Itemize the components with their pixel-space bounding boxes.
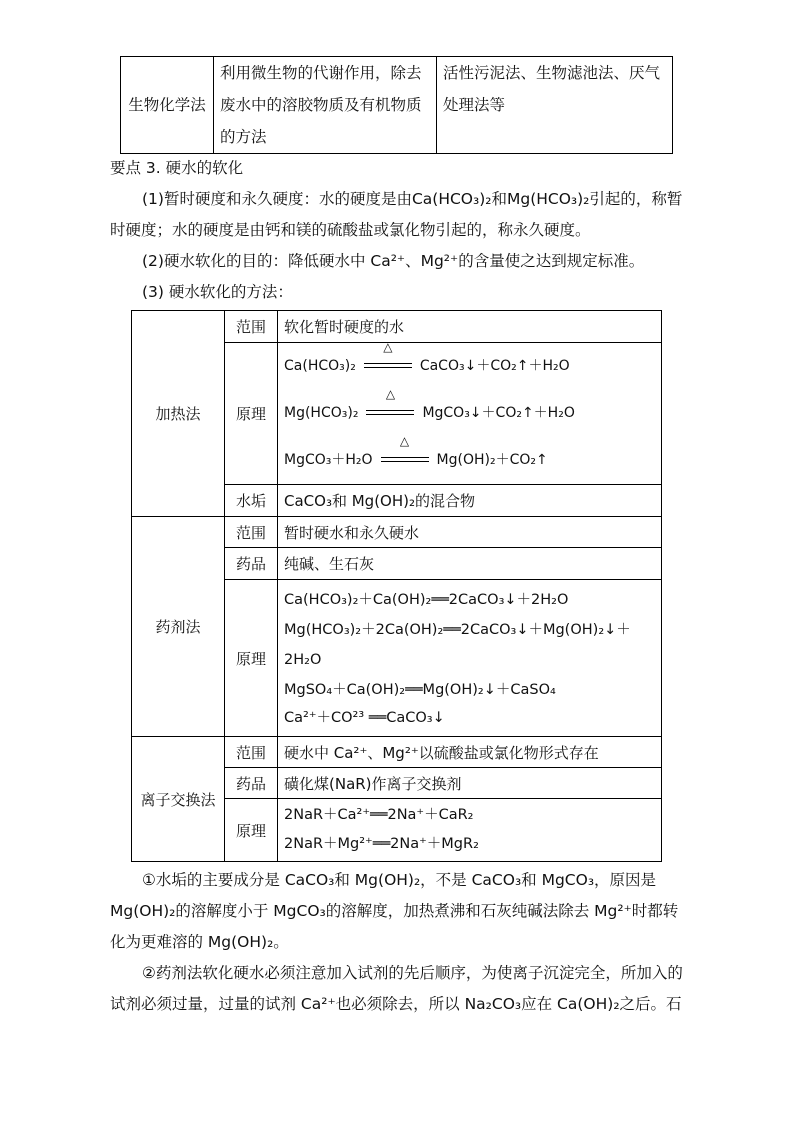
note-1: ①水垢的主要成分是 CaCO₃和 Mg(OH)₂，不是 CaCO₃和 MgCO₃，原因是 Mg(OH)₂的溶解度小于 MgCO₃的溶解度，加热煮沸和石灰纯碱法除去 Mg²⁺时都转化为更难溶的 Mg(OH)₂。	[110, 871, 679, 951]
chemical-equation-4: Ca²⁺＋CO²³ ══CaCO₃↓	[284, 710, 445, 726]
ion-reagent: 磺化煤(NaR)作离子交换剂	[278, 768, 662, 799]
heat-arrow-icon: △	[364, 356, 412, 376]
table-row	[132, 737, 662, 768]
table-row	[132, 311, 662, 343]
wastewater-method-table	[120, 56, 673, 154]
ion-equation-1: 2NaR＋Ca²⁺══2Na⁺＋CaR₂	[284, 807, 474, 823]
row-label: 药品	[225, 768, 278, 799]
note-2: ②药剂法软化硬水必须注意加入试剂的先后顺序，为使离子沉淀完全，所加入的试剂必须过量，过量的试剂 Ca²⁺也必须除去，所以 Na₂CO₃应在 Ca(OH)₂之后。石	[110, 964, 683, 1013]
heat-arrow-icon: △	[381, 450, 429, 470]
section-heading: 要点 3. 硬水的软化	[110, 159, 244, 177]
heating-equation-3: MgCO₃＋H₂O △ Mg(OH)₂＋CO₂↑	[284, 434, 548, 468]
chemical-equation-3: MgSO₄＋Ca(OH)₂══Mg(OH)₂↓＋CaSO₄	[284, 682, 556, 698]
row-label: 原理	[225, 799, 278, 862]
chemical-reagent: 纯碱、生石灰	[278, 548, 662, 580]
chemical-equations	[278, 580, 662, 737]
ion-equation-2: 2NaR＋Mg²⁺══2Na⁺＋MgR₂	[284, 836, 479, 852]
row-label: 药品	[225, 548, 278, 580]
row-label: 原理	[225, 580, 278, 737]
heating-equation-1: Ca(HCO₃)₂ △ CaCO₃↓＋CO₂↑＋H₂O	[284, 340, 570, 374]
row-label: 范围	[225, 311, 278, 343]
paragraph-hardness: (1)暂时硬度和永久硬度：水的硬度是由Ca(HCO₃)₂和Mg(HCO₃)₂引起的，称暂时硬度；水的硬度是由钙和镁的硫酸盐或氯化物引起的，称永久硬度。	[110, 190, 683, 239]
table-row	[132, 517, 662, 548]
row-label: 范围	[225, 737, 278, 768]
paragraph-methods: (3) 硬水软化的方法：	[142, 283, 293, 301]
chemical-equation-2: Mg(HCO₃)₂＋2Ca(OH)₂══2CaCO₃↓＋Mg(OH)₂↓＋2H₂O	[284, 622, 631, 668]
softening-methods-table	[131, 310, 662, 862]
heating-equation-2: Mg(HCO₃)₂ △ MgCO₃↓＋CO₂↑＋H₂O	[284, 387, 575, 421]
chemical-equation-1: Ca(HCO₃)₂＋Ca(OH)₂══2CaCO₃↓＋2H₂O	[284, 592, 569, 608]
heating-equations	[278, 340, 662, 485]
examples-cell: 活性污泥法、生物滤池法、厌气处理法等	[437, 57, 673, 154]
ion-equations	[278, 799, 662, 862]
method-ion-exchange: 离子交换法	[132, 737, 225, 862]
chemical-range: 暂时硬水和永久硬水	[278, 517, 662, 548]
method-cell: 生物化学法	[121, 57, 214, 154]
heating-scale: CaCO₃和 Mg(OH)₂的混合物	[278, 485, 662, 517]
heat-arrow-icon: △	[366, 403, 414, 423]
row-label: 原理	[225, 343, 278, 485]
method-heating: 加热法	[132, 311, 225, 517]
paragraph-purpose: (2)硬水软化的目的：降低硬水中 Ca²⁺、Mg²⁺的含量使之达到规定标准。	[142, 252, 645, 270]
ion-range: 硬水中 Ca²⁺、Mg²⁺以硫酸盐或氯化物形式存在	[278, 737, 662, 768]
table-row	[121, 57, 673, 154]
row-label: 水垢	[225, 485, 278, 517]
heating-range: 软化暂时硬度的水	[278, 311, 662, 343]
method-chemical: 药剂法	[132, 517, 225, 737]
row-label: 范围	[225, 517, 278, 548]
principle-cell: 利用微生物的代谢作用，除去废水中的溶胶物质及有机物质的方法	[214, 57, 437, 154]
